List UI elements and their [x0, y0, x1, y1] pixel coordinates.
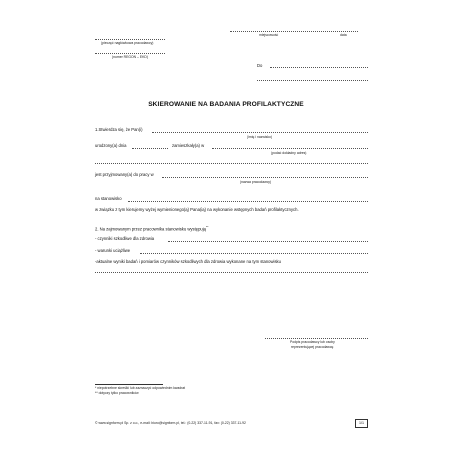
factors-label: - czynniki szkodliwe dla zdrowia	[95, 236, 155, 241]
company-stamp-line	[95, 39, 165, 40]
name-line	[152, 132, 368, 133]
address-line-2	[95, 163, 368, 164]
place-label: miejscowość	[259, 33, 279, 37]
regon-label: (numer REGON – EKD)	[112, 55, 148, 59]
place-date-line	[230, 31, 358, 32]
born-label: urodzony(a) dnia	[95, 143, 127, 148]
footnote-2: ** dotyczy tylko pracowników	[95, 391, 139, 395]
section2-label: 2. Na zajmowanym przez pracownika stanowisku występują**	[95, 225, 209, 232]
results-line	[95, 272, 368, 273]
signature-caption-1: Podpis pracodawcy lub osoby	[290, 340, 335, 344]
date-label: data	[340, 33, 347, 37]
position-label: na stanowisko	[95, 196, 122, 201]
employer-line	[162, 177, 368, 178]
to-label: Do	[257, 63, 263, 68]
employer-caption: (nazwa pracodawcy)	[240, 180, 272, 184]
resident-label: zamieszkały(a) w	[172, 143, 205, 148]
referral-sentence: w związku z tym kierujemy wyżej wymienionego(ą) Pana(ią) na wykonanie wstępnych badań profilaktycznych.	[95, 207, 299, 212]
document-title: SKIEROWANIE NA BADANIA PROFILAKTYCZNE	[148, 101, 304, 108]
name-caption: (imię i nazwisko)	[247, 135, 273, 139]
to-line	[270, 67, 368, 68]
regon-line	[95, 53, 165, 54]
footnote-divider	[95, 384, 163, 385]
publisher-footer: © www.signform.pl Sp. z o.o., e-mail: biuro@signform.pl, tel.: (0-22) 337-11-91, fax: (0-22) 337-11-92	[95, 421, 246, 425]
footnote-1: * niepotrzebne skreślić lub zaznaczyć odpowiednim kwadrat	[95, 386, 186, 390]
conditions-label: - warunki uciążliwe	[95, 248, 131, 253]
to-line-2	[257, 80, 368, 81]
position-line	[128, 201, 368, 202]
employed-label: jest przyjmowany(a) do pracy w	[95, 172, 154, 177]
page-number: 1/1	[355, 419, 368, 428]
conditions-line	[140, 253, 368, 254]
address-caption: (podać dokładny adres)	[271, 151, 307, 155]
signature-line	[265, 338, 368, 339]
line1-label: 1.Stwierdza się, że Pan(i)	[95, 127, 143, 132]
results-label: -aktualne wyniki badań i pomiarów czynników szkodliwych dla zdrowia wykonane na tym stanowisku	[95, 259, 281, 264]
born-date-line	[132, 148, 168, 149]
company-stamp-label: (pieczęć nagłówkowa pracodawcy)	[101, 41, 154, 45]
address-line	[212, 148, 368, 149]
factors-line	[168, 241, 368, 242]
signature-caption-2: reprezentującej pracodawcę	[291, 345, 334, 349]
